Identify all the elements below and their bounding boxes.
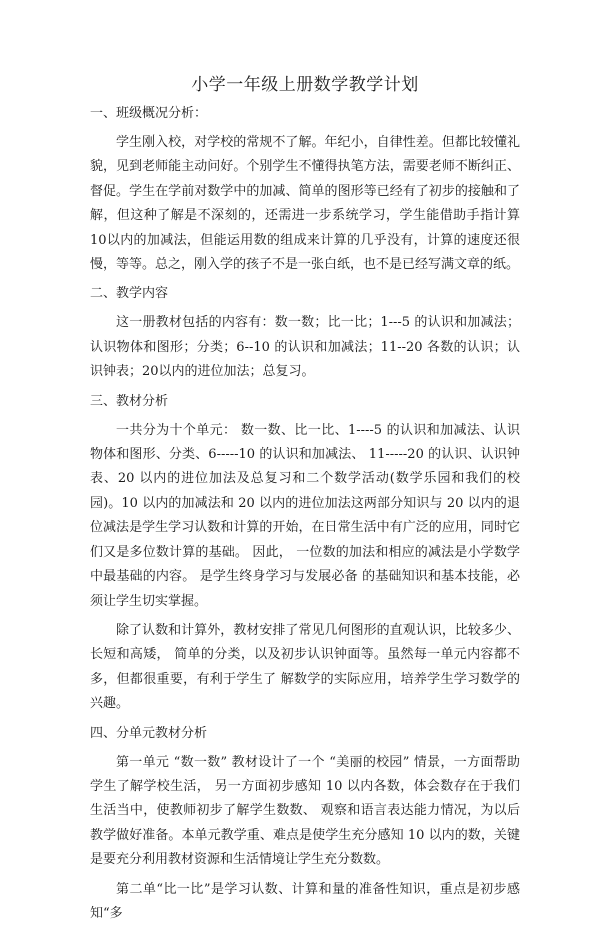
section-heading: 三、教材分析 [90,393,169,409]
section-heading: 一、班级概况分析： [90,106,208,121]
section-teaching-content [90,282,520,384]
paragraph: 这一册教材包括的内容有：数一数；比一比；1---5 的认识和加减法；认识物体和图形；分类；6--10 的认识和加减法；11--20 各数的认识；认识钟表；20以内的进位加法；总复习。 [90,315,520,380]
paragraph: 一共分为十个单元： 数一数、比一比、1----5 的认识和加减法、认识物体和图形、分类、6-----10 的认识和加减法、 11-----20 的认识、认识钟表、20 以内的进位加法及总复习和二个数学活动(数学乐园和我们的校园)。10 以内的加减法和 20 以内的进位加法这两部分知识与 20 以内的退位减法是学生学习认数和计算的开始，在日常生活中有广泛的应用，同时它们又是多位数计算的基础。 因此， 一位数的加法和相应的减法是小学数学中最基础的内容。 是学生终身学习与发展必备 的基础知识和基本技能，必须让学生切实掌握。 [90,422,520,609]
paragraph: 除了认数和计算外，教材安排了常见几何图形的直观认识，比较多少、长短和高矮， 简单的分类，以及初步认识钟面等。虽然每一单元内容都不多，但都很重要，有利于学生了 解数学的实际应用，培养学生学习数学的兴趣。 [90,622,520,712]
paragraph: 第二单“比一比”是学习认数、计算和量的准备性知识，重点是初步感知“多 [90,881,520,921]
paragraph: 学生刚入校，对学校的常规不了解。年纪小，自律性差。但都比较懂礼貌，见到老师能主动问好。个别学生不懂得执笔方法，需要老师不断纠正、督促。学生在学前对数学中的加减、简单的图形等已经有了初步的接触和了解，但这种了解是不深刻的，还需进一步系统学习，学生能借助手指计算10以内的加减法，但能运用数的组成来计算的几乎没有，计算的速度还很慢，等等。总之，刚入学的孩子不是一张白纸，也不是已经写满文章的纸。 [90,135,520,273]
section-heading: 二、教学内容 [90,286,169,302]
document-page [90,72,520,931]
document-title: 小学一年级上册数学教学计划 [191,75,419,95]
paragraph: 第一单元 “数一数” 教材设计了一个 “美丽的校园” 情景，一方面帮助学生了解学校生活， 另一方面初步感知 10 以内各数，体会数存在于我们生活当中，使教师初步了解学生数数、 观察和语言表达能力情况，为以后教学做好准备。本单元教学重、难点是使学生充分感知 10 以内的数，关键是要充分利用教材资源和生活情境让学生充分数数。 [90,754,520,868]
section-unit-analysis [90,722,520,927]
section-textbook-analysis [90,390,520,717]
section-heading: 四、分单元教材分析 [90,725,208,741]
section-class-overview [90,102,520,277]
